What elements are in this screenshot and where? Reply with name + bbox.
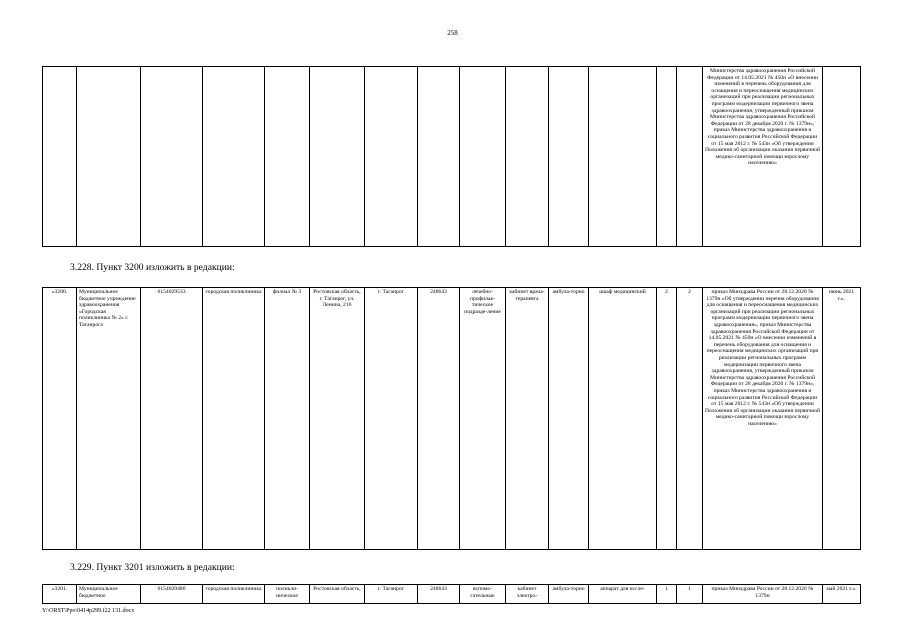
table-continuation [42, 66, 861, 247]
facility-type: городская поликлиника [203, 288, 265, 550]
footer-file-path: Y:\ORST\Ppo\0414p299.f22 131.docx [42, 608, 135, 614]
table-row [43, 288, 861, 550]
table-row-3201 [42, 584, 861, 604]
row-number: «3201. [43, 585, 77, 604]
basis-cell: приказ Минздрава России от 28.12.2020 № 1379н «Об утверждении перечня оборудования для оснащения и переоснащения медицинских организаций при реализации региональных программ модернизации первичного звена здравоохранения», приказ Министерства здравоохранения Российской Федерации от 14.05.2021 № 450н «О внесении изменений в перечень оборудования для оснащения и переоснащения медицинских организаций при реализации региональных программ модернизации первичного звена здравоохранения, утвержденный приказом Министерства здравоохранения Российской Федерации от 28 декабря 2020 г. № 1379н», приказ Министерства здравоохранения и социального развития Российской Федерации от 15 мая 2012 г. № 543н «Об утверждении Положения об организации оказания первичной медико-санитарной помощи взрослому населению» [703, 288, 823, 550]
organization-name: Муниципальное бюджетное учреждение здравоохранения «Городская поликлиника № 2» г. Таганрога [77, 288, 141, 550]
inn: 6154029480 [141, 585, 203, 604]
table-row [43, 67, 861, 247]
care-mode: амбула-торно [549, 585, 589, 604]
code: 248643 [418, 585, 460, 604]
department: вспомо-гательные [460, 585, 506, 604]
table-row [43, 585, 861, 604]
quantity-1: 1 [657, 585, 677, 604]
city: г. Таганрог [365, 288, 418, 550]
date: май 2021 г.». [823, 585, 861, 604]
room: кабинет электро- [506, 585, 549, 604]
table-row-3200 [42, 287, 861, 550]
organization-name: Муниципальное бюджетное [77, 585, 141, 604]
quantity-2: 2 [677, 288, 703, 550]
row-number: «3200. [43, 288, 77, 550]
branch: филиал № 3 [265, 288, 310, 550]
department: лечебно-профилак-тическое подразде-ление [460, 288, 506, 550]
equipment: шкаф медицинский [589, 288, 657, 550]
address: Ростовская область, [310, 585, 365, 604]
quantity-1: 2 [657, 288, 677, 550]
basis-cell: приказ Минздрава России от 28.12.2020 № 1379н [703, 585, 823, 604]
facility-type: городская поликлиника [203, 585, 265, 604]
quantity-2: 1 [677, 585, 703, 604]
city: г. Таганрог [365, 585, 418, 604]
section-heading-3228: 3.228. Пункт 3200 изложить в редакции: [70, 262, 235, 273]
basis-cell: Министерства здравоохранения Российской Федерации от 14.05.2021 № 450н «О внесении изменений в перечень оборудования для оснащения и переоснащения медицинских организаций при реализации региональных программ модернизации первичного звена здравоохранения, утвержденный приказом Министерства здравоохранения Российской Федерации от 28 декабря 2020 г. № 1379н», приказ Министерства здравоохранения и социального развития Российской Федерации от 15 мая 2012 г. № 543н «Об утверждении Положения об организации оказания первичной медико-санитарной помощи взрослому населению» [703, 67, 823, 247]
section-heading-3229: 3.229. Пункт 3201 изложить в редакции: [70, 562, 235, 573]
inn: 6154029533 [141, 288, 203, 550]
care-mode: амбула-торно [549, 288, 589, 550]
address: Ростовская область, г. Таганрог, ул. Ленина, 216 [310, 288, 365, 550]
branch: поликли-ническое [265, 585, 310, 604]
equipment: аппарат для иссле- [589, 585, 657, 604]
code: 248643 [418, 288, 460, 550]
room: кабинет врача-терапевта [506, 288, 549, 550]
page-number: 258 [447, 29, 458, 37]
date: июнь 2021 г.». [823, 288, 861, 550]
